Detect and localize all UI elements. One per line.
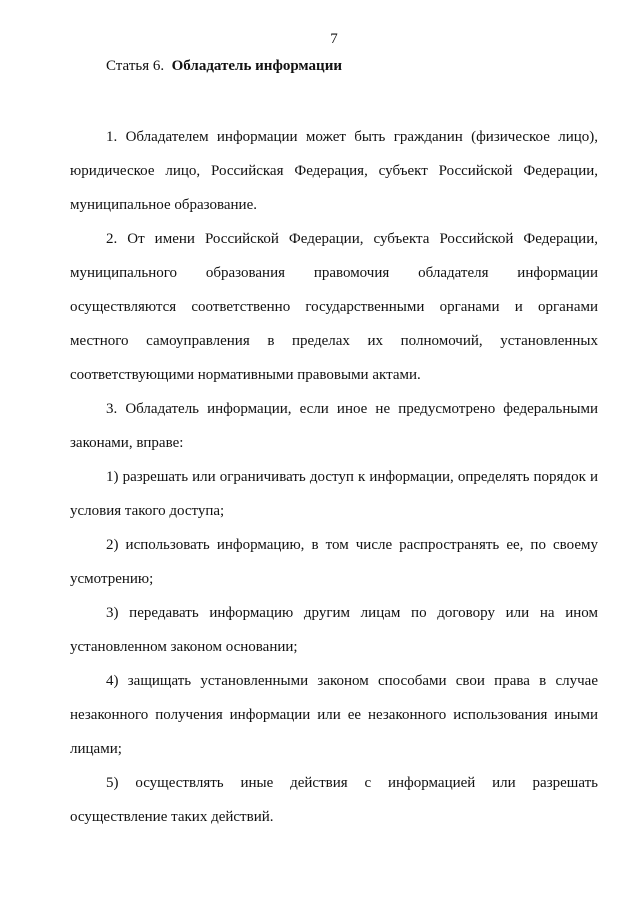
page-number: 7 (330, 31, 338, 47)
paragraph-2: 2. От имени Российской Федерации, субъекта Российской Федерации, муниципального образования правомочия обладателя информации осуществляются соответственно государственными органами и органами местного самоуправления в пределах их полномочий, установленных соответствующими нормативными правовыми актами. (70, 231, 598, 383)
list-item-5: 5) осуществлять иные действия с информацией или разрешать осуществление таких действий. (70, 775, 598, 825)
paragraph-1: 1. Обладателем информации может быть гражданин (физическое лицо), юридическое лицо, Российская Федерация, субъект Российской Федерации, муниципальное образование. (70, 129, 598, 213)
list-item-3: 3) передавать информацию другим лицам по договору или на ином установленном законом основании; (70, 605, 598, 655)
list-item-2: 2) использовать информацию, в том числе распространять ее, по своему усмотрению; (70, 537, 598, 587)
list-item-4: 4) защищать установленными законом способами свои права в случае незаконного получения информации или ее незаконного использования иными лицами; (70, 673, 598, 757)
article-prefix: Статья 6. (106, 58, 165, 74)
article-heading (106, 58, 342, 75)
article-title: Обладатель информации (171, 58, 342, 74)
list-item-1: 1) разрешать или ограничивать доступ к информации, определять порядок и условия такого доступа; (70, 469, 598, 519)
article-body (70, 120, 598, 834)
paragraph-3: 3. Обладатель информации, если иное не предусмотрено федеральными законами, вправе: (70, 401, 598, 451)
